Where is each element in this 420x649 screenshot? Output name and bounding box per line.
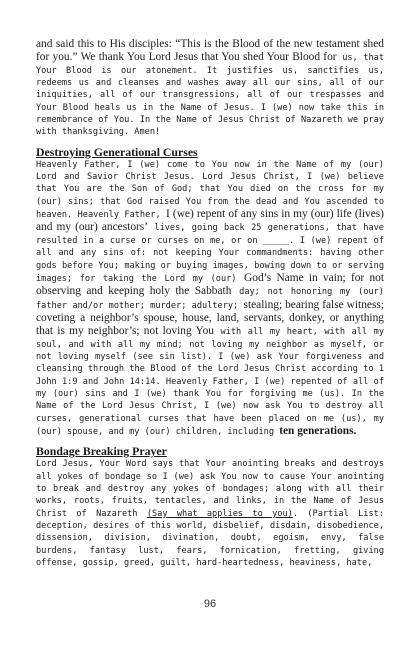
page-number: 96 [203, 598, 217, 610]
gc-bold-ending: ten generations. [279, 424, 357, 437]
heading-bondage-breaking-prayer: Bondage Breaking Prayer [36, 444, 167, 459]
heading-destroying-generational-curses: Destroying Generational Curses [36, 144, 198, 159]
page-content [36, 38, 384, 569]
gc-text-7: with all my heart, with all my soul, and with all my mind; not loving my neighbor as myself, or not loving myself (see sin list). I (we) ask Your forgiveness and cleansing through the Blood of the Lord Jesus Christ according to 1 John 1:9 and John 14:14. Heavenly Father, I (we) repented of all of my (our) sins and I (we) thank You for forgiving me (us). In the Name of the Lord Jesus Christ, I (we) now ask You to destroy all curses, generational curses that have been placed on me (us), my (our) spouse, and my (our) children, including [36, 327, 384, 437]
generational-curses-paragraph [36, 159, 384, 439]
gc-text-2: I (we) repent of any sins in my (our) life (lives) and my (our) ancestors’ [36, 208, 384, 234]
gc-text-6: stealing; bearing false witness; coveting a neighbor’s spouse, house, land, servants, donkey, or anything that is my neighbor’s; not loving You [36, 298, 384, 338]
bb-text-1: Lord Jesus, Your Word says that Your anointing breaks and destroys all yokes of bondage so I (we) ask You now to cause Your anointing to break and destroy any yokes of bondages; along with all their works, roots, fruits, tentacles, and links, in the Name of Jesus Christ of Nazareth [36, 459, 384, 519]
bb-underlined-instruction: (Say what applies to you) [146, 508, 293, 519]
intro-mono-text: us, that Your Blood is our atonement. It justifies us, sanctifies us, redeems us and cleanses and washes away all our sins, all of our iniquities, all of our transgressions, all of our trespasses and Your Blood heals us in the Name of Jesus. I (we) now take this in remembrance of You. In the Name of Jesus Christ of Nazareth we pray with thanksgiving. Amen! [36, 53, 384, 138]
gc-text-5: day; not honoring my (our) father and/or mother; murder; adultery; [36, 287, 384, 311]
bb-text-2: . (Partial List: deception, desires of this world, disbelief, disdain, disobedience, dissension, division, divination, doubt, egoism, envy, false burdens, fantasy lust, fears, fornication, fretting, giving offense, gossip, greed, guilt, hard-heartedness, heaviness, hate, [36, 508, 384, 569]
intro-serif-text: and said this to His disciples: “This is the Blood of the new testament shed for you.” We thank You Lord Jesus that You shed Your Blood for [36, 38, 384, 64]
intro-paragraph [36, 38, 384, 139]
gc-text-1: Heavenly Father, I (we) come to You now in the Name of my (our) Lord and Savior Christ Jesus. Lord Jesus Christ, I (we) believe that You are the Son of God; that You died on the cross for my (our) sins; that God raised You from the dead and You ascended to heaven. Heavenly Father, [36, 159, 384, 221]
bondage-breaking-paragraph [36, 458, 384, 569]
gc-text-4: God’s Name in vain; for not observing and keeping holy the Sabbath [36, 271, 384, 298]
gc-text-3: lives, going back 25 generations, that have resulted in a curse or curses on me, or on _____. I (we) repent of all and any sins of: not keeping Your commandments: having other gods before You; making or buying images, bowing down to or serving images; for taking the Lord my (our) [36, 223, 384, 284]
